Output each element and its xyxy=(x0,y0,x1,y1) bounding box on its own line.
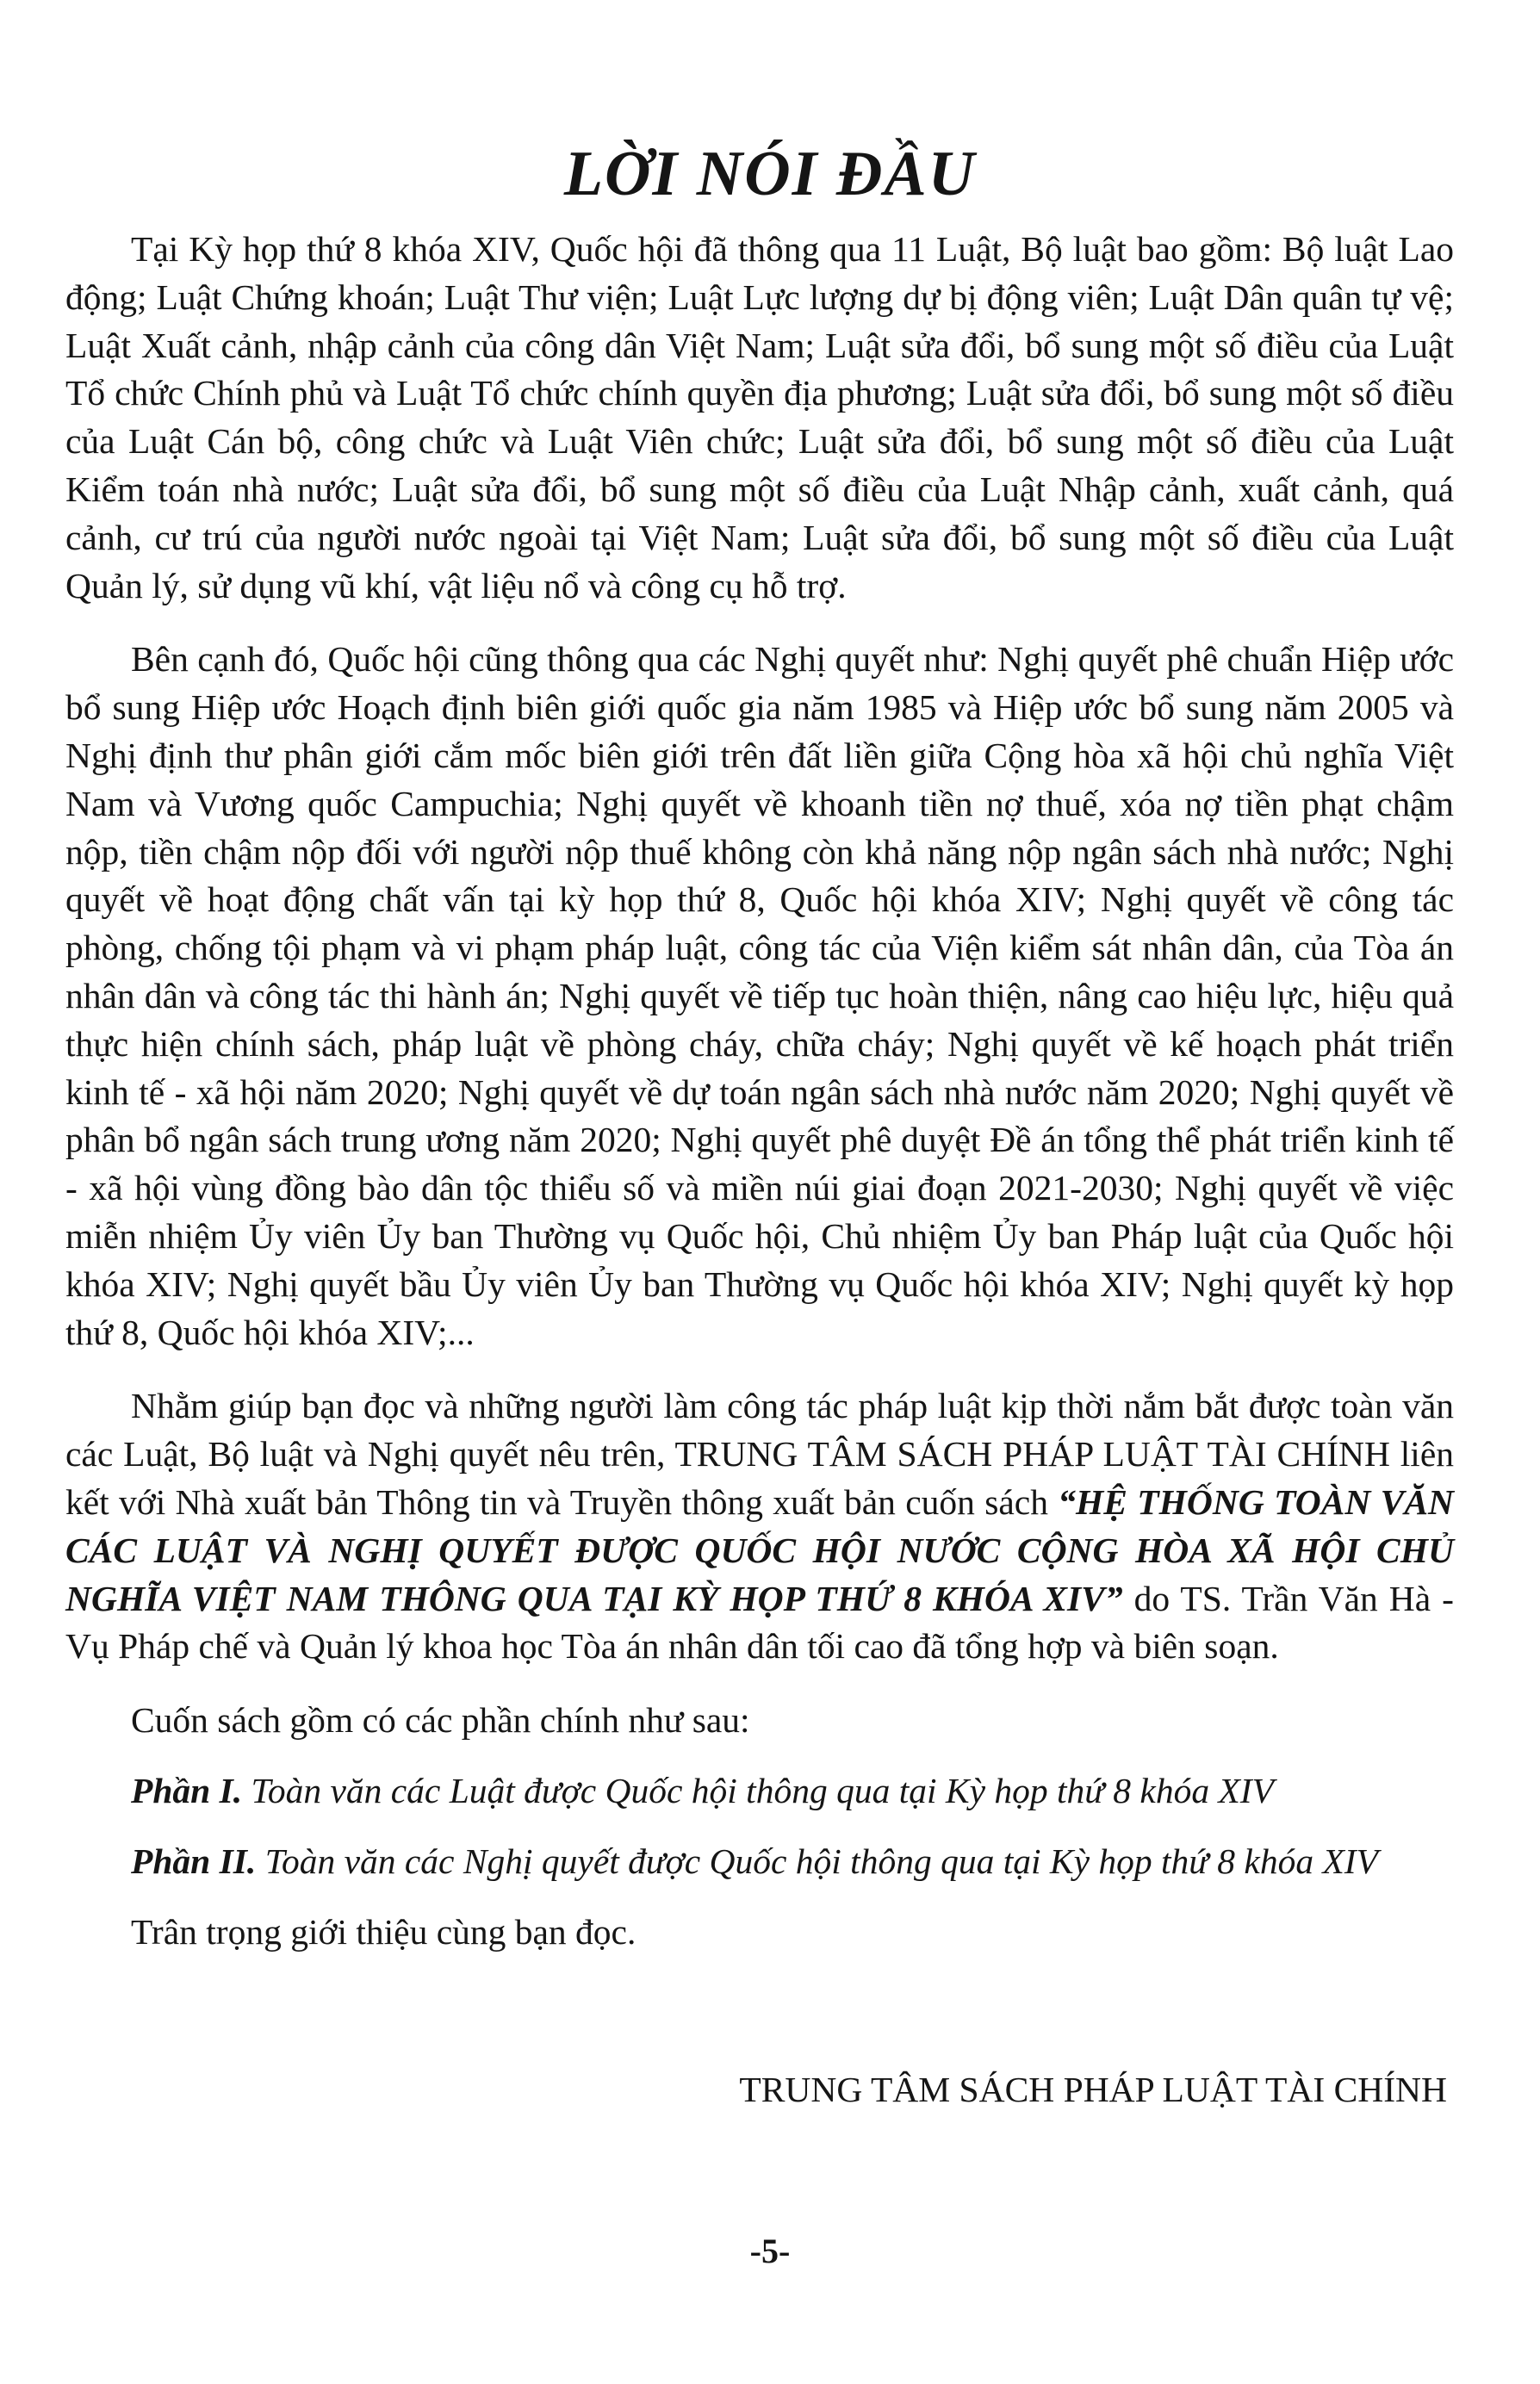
closing-line: Trân trọng giới thiệu cùng bạn đọc. xyxy=(131,1911,636,1952)
body-text xyxy=(65,226,1454,1956)
part-label: Phần II. xyxy=(131,1841,257,1881)
intro-text-after: do TS. Trần Văn Hà - Vụ Pháp chế và Quản lý khoa học Tòa án nhân dân tối cao đã tổng hợp và biên soạn. xyxy=(65,1578,1454,1667)
publisher-signature: TRUNG TÂM SÁCH PHÁP LUẬT TÀI CHÍNH xyxy=(739,2070,1447,2109)
paragraph-book-introduction xyxy=(65,1382,1454,1671)
parts-intro: Cuốn sách gồm có các phần chính như sau: xyxy=(131,1700,750,1741)
paragraph-laws-passed: Tại Kỳ họp thứ 8 khóa XIV, Quốc hội đã thông qua 11 Luật, Bộ luật bao gồm: Bộ luật Lao động; Luật Chứng khoán; Luật Thư viện; Luật Lực lượng dự bị động viên; Luật Dân quân tự vệ; Luật Xuất cảnh, nhập cảnh của công dân Việt Nam; Luật sửa đổi, bổ sung một số điều của Luật Tổ chức Chính phủ và Luật Tổ chức chính quyền địa phương; Luật sửa đổi, bổ sung một số điều của Luật Cán bộ, công chức và Luật Viên chức; Luật sửa đổi, bổ sung một số điều của Luật Kiểm toán nhà nước; Luật sửa đổi, bổ sung một số điều của Luật Nhập cảnh, xuất cảnh, quá cảnh, cư trú của người nước ngoài tại Việt Nam; Luật sửa đổi, bổ sung một số điều của Luật Quản lý, sử dụng vũ khí, vật liệu nổ và công cụ hỗ trợ. xyxy=(65,229,1454,605)
page-title: LỜI NÓI ĐẦU xyxy=(563,139,977,209)
part-label: Phần I. xyxy=(131,1770,243,1810)
part-description: Toàn văn các Nghị quyết được Quốc hội thông qua tại Kỳ họp thứ 8 khóa XIV xyxy=(264,1841,1378,1881)
part-item xyxy=(65,1838,1454,1886)
paragraph-resolutions-passed: Bên cạnh đó, Quốc hội cũng thông qua các Nghị quyết như: Nghị quyết phê chuẩn Hiệp ước bổ sung Hiệp ước Hoạch định biên giới quốc gia năm 1985 và Hiệp ước bổ sung năm 2005 và Nghị định thư phân giới cắm mốc biên giới trên đất liền giữa Cộng hòa xã hội chủ nghĩa Việt Nam và Vương quốc Campuchia; Nghị quyết về khoanh tiền nợ thuế, xóa nợ tiền phạt chậm nộp, tiền chậm nộp đối với người nộp thuế không còn khả năng nộp ngân sách nhà nước; Nghị quyết về hoạt động chất vấn tại kỳ họp thứ 8, Quốc hội khóa XIV; Nghị quyết về công tác phòng, chống tội phạm và vi phạm pháp luật, công tác của Viện kiểm sát nhân dân, của Tòa án nhân dân và công tác thi hành án; Nghị quyết về tiếp tục hoàn thiện, nâng cao hiệu lực, hiệu quả thực hiện chính sách, pháp luật về phòng cháy, chữa cháy; Nghị quyết về kế hoạch phát triển kinh tế - xã hội năm 2020; Nghị quyết về dự toán ngân sách nhà nước năm 2020; Nghị quyết về phân bổ ngân sách trung ương năm 2020; Nghị quyết phê duyệt Đề án tổng thể phát triển kinh tế - xã hội vùng đồng bào dân tộc thiểu số và miền núi giai đoạn 2021-2030; Nghị quyết về việc miễn nhiệm Ủy viên Ủy ban Thường vụ Quốc hội, Chủ nhiệm Ủy ban Pháp luật của Quốc hội khóa XIV; Nghị quyết bầu Ủy viên Ủy ban Thường vụ Quốc hội khóa XIV; Nghị quyết kỳ họp thứ 8, Quốc hội khóa XIV;... xyxy=(65,639,1454,1352)
part-description: Toàn văn các Luật được Quốc hội thông qua tại Kỳ họp thứ 8 khóa XIV xyxy=(251,1770,1274,1810)
part-item xyxy=(65,1767,1454,1816)
page-number: -5- xyxy=(749,2232,791,2270)
book-title: “HỆ THỐNG TOÀN VĂN CÁC LUẬT VÀ NGHỊ QUYẾT ĐƯỢC QUỐC HỘI NƯỚC CỘNG HÒA XÃ HỘI CHỦ NGHĨA VIỆT NAM THÔNG QUA TẠI KỲ HỌP THỨ 8 KHÓA XIV” xyxy=(65,1481,1454,1618)
intro-text-before: Nhằm giúp bạn đọc và những người làm công tác pháp luật kịp thời nắm bắt được toàn văn các Luật, Bộ luật và Nghị quyết nêu trên, TRUNG TÂM SÁCH PHÁP LUẬT TÀI CHÍNH liên kết với Nhà xuất bản Thông tin và Truyền thông xuất bản cuốn sách xyxy=(65,1386,1454,1522)
